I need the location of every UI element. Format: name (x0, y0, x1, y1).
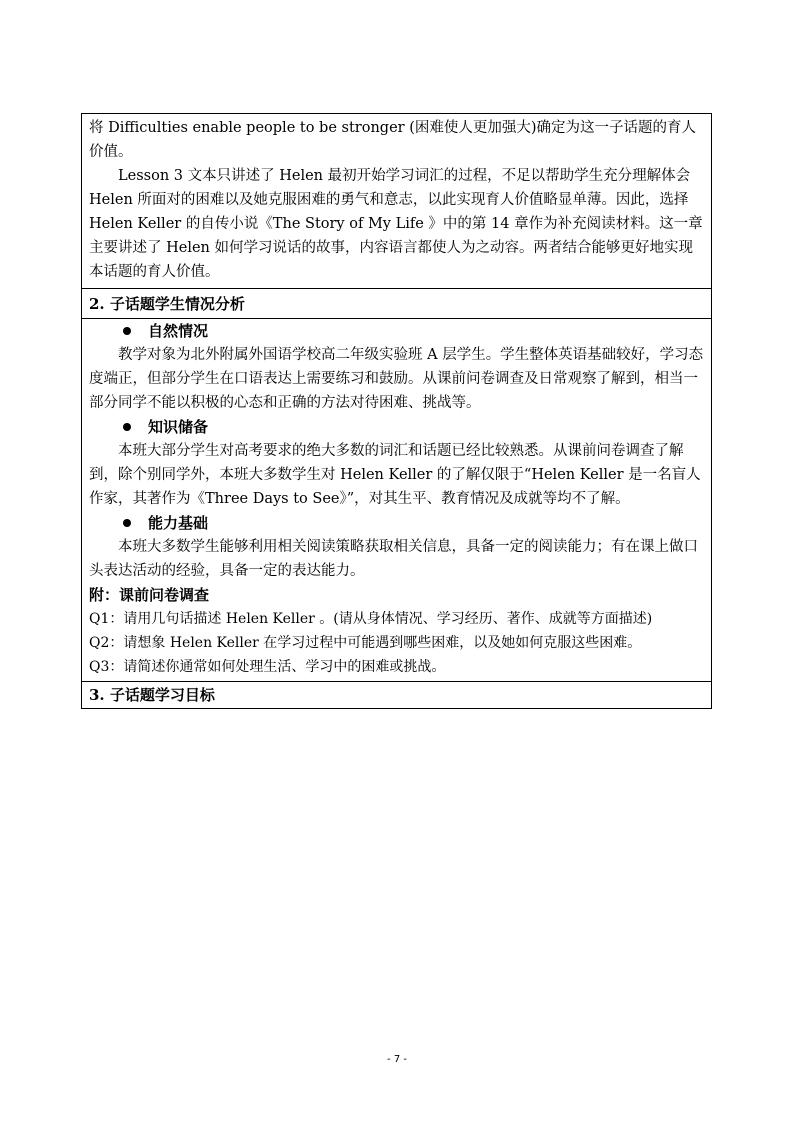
bullet-text: 本班大多数学生能够利用相关阅读策略获取相关信息，具备一定的阅读能力；有在课上做口头表达活动的经验，具备一定的表达能力。 (89, 539, 698, 579)
question-3: Q3：请简述你通常如何处理生活、学习中的困难或挑战。 (89, 659, 446, 675)
page-number: - 7 - (387, 1054, 407, 1065)
question-1: Q1：请用几句话描述 Helen Keller 。(请从身体情况、学习经历、著作、成就等方面描述) (89, 611, 653, 627)
lesson-paragraph: Lesson 3 文本只讲述了 Helen 最初开始学习词汇的过程，不足以帮助学生充分理解体会 Helen 所面对的困难以及她克服困难的勇气和意志，以此实现育人价值略显单薄。因此，选择 Helen Keller 的自传小说《The Story of My Life 》中的第 14 章作为补充阅读材料。这一章主要讲述了 Helen 如何学习说话的故事，内容语言都使人为之动容。两者结合能够更好地实现本话题的育人价值。 (89, 168, 703, 280)
purpose-cell (82, 114, 711, 288)
section-2-heading: 2. 子话题学生情况分析 (82, 288, 711, 318)
student-analysis-cell (82, 318, 711, 681)
bullet-title: 自然情况 (148, 322, 209, 340)
bullet-icon (123, 423, 131, 431)
bullet-title: 知识储备 (148, 418, 209, 436)
bullet-icon (123, 327, 131, 335)
bullet-text: 教学对象为北外附属外国语学校高二年级实验班 A 层学生。学生整体英语基础较好，学习态度端正，但部分学生在口语表达上需要练习和鼓励。从课前问卷调查及日常观察了解到，相当一部分同学不能以积极的心态和正确的方法对待困难、挑战等。 (89, 347, 704, 411)
bullet-ability (89, 511, 704, 535)
value-paragraph: 将 Difficulties enable people to be stronger (困难使人更加强大)确定为这一子话题的育人价值。 (89, 120, 697, 160)
question-2: Q2：请想象 Helen Keller 在学习过程中可能遇到哪些困难，以及她如何克服这些困难。 (89, 635, 642, 651)
bullet-natural (89, 319, 704, 343)
appendix-title: 附：课前问卷调查 (89, 586, 210, 604)
bullet-title: 能力基础 (148, 514, 209, 532)
bullet-text: 本班大部分学生对高考要求的绝大多数的词汇和话题已经比较熟悉。从课前问卷调查了解到，除个别同学外，本班大多数学生对 Helen Keller 的了解仅限于“Helen Keller 是一名盲人作家，其著作为《Three Days to See》”，对其生平、教育情况及成就等均不了解。 (89, 443, 701, 507)
section-3-heading: 3. 子话题学习目标 (82, 681, 711, 708)
bullet-knowledge (89, 415, 704, 439)
content-table (81, 113, 712, 709)
bullet-icon (123, 519, 131, 527)
